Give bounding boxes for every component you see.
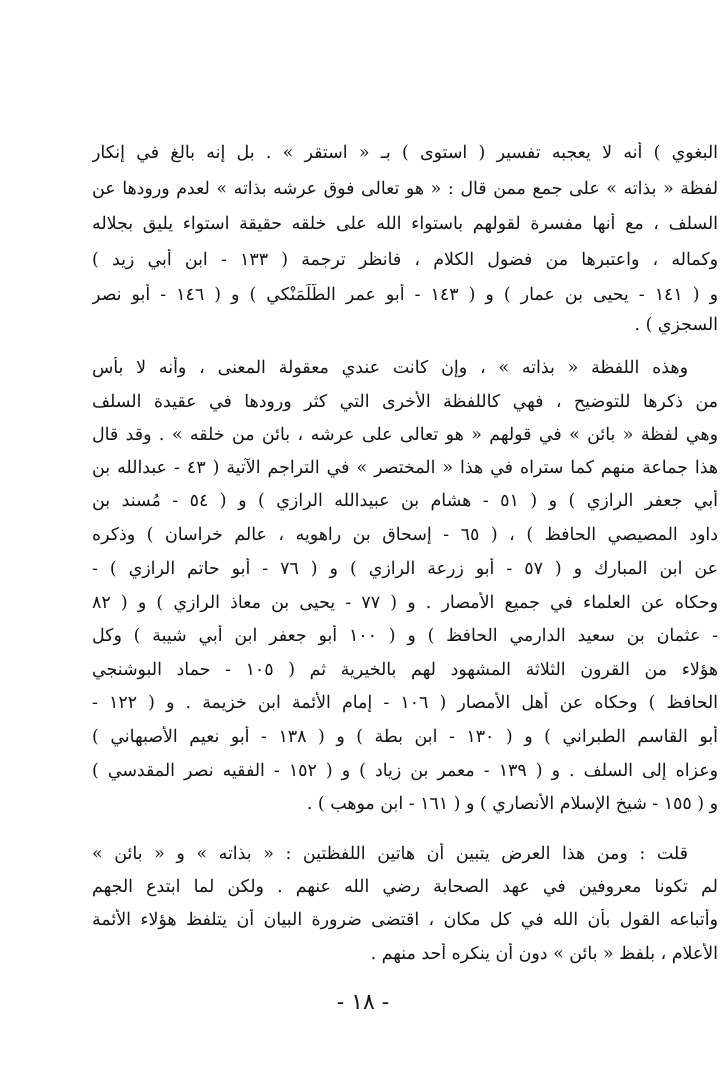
text-line: هؤلاء من القرون الثلاثة المشهود لهم بالخيرية ثم ( ١٠٥ - حماد البوشنجي [92, 660, 718, 680]
text-line: الحافظ ) وحكاه عن أهل الأمصار ( ١٠٦ - إمام الأئمة ابن خزيمة . و ( ١٢٢ - [92, 693, 718, 713]
text-line: داود المصيصي الحافظ ) ، ( ٦٥ - إسحاق بن راهويه ، عالم خراسان ) وذكره [92, 525, 718, 545]
text-line: و ( ١٥٥ - شيخ الإسلام الأنصاري ) و ( ١٦١ - ابن موهب ) . [306, 794, 718, 814]
text-line: لفظة « بذاته » على جمع ممن قال : « هو تعالى فوق عرشه بذاته » لعدم ورودها عن [92, 179, 718, 199]
text-line: لم تكونا معروفين في عهد الصحابة رضي الله عنهم . ولكن لما ابتدع الجهم [92, 877, 718, 897]
text-line: وأتباعه القول بأن الله في كل مكان ، اقتضى ضرورة البيان أن يتلفظ هؤلاء الأئمة [92, 910, 718, 930]
text-line: البغوي ) أنه لا يعجبه تفسير ( استوى ) بـ « استقر » . بل إنه بالغ في إنكار [92, 143, 718, 163]
text-line: وحكاه عن العلماء في جميع الأمصار . و ( ٧٧ - يحيى بن معاذ الرازي ) و ( ٨٢ [92, 593, 718, 613]
text-line: وعزاه إلى السلف . و ( ١٣٩ - معمر بن زياد ) و ( ١٥٢ - الفقيه نصر المقدسي ) [92, 761, 718, 781]
text-line: السجزي ) . [634, 315, 718, 335]
text-line: عن ابن المبارك و ( ٥٧ - أبو زرعة الرازي ) و ( ٧٦ - أبو حاتم الرازي ) - [92, 559, 718, 579]
text-line: أبو القاسم الطبراني ) و ( ١٣٠ - ابن بطة ) و ( ١٣٨ - أبو نعيم الأصبهاني ) [92, 727, 718, 747]
text-line: و ( ١٤١ - يحيى بن عمار ) و ( ١٤٣ - أبو عمر الطَّلَمَنْكي ) و ( ١٤٦ - أبو نصر [92, 285, 718, 305]
text-line: السلف ، مع أنها مفسرة لقولهم باستواء الله على خلقه حقيقة استواء يليق بجلاله [92, 214, 718, 234]
page-number: - ١٨ - [336, 990, 390, 1015]
text-line: هذا جماعة منهم كما ستراه في هذا « المختصر » في التراجم الآتية ( ٤٣ - عبدالله بن [92, 458, 718, 478]
text-line: من ذكرها للتوضيح ، فهي كاللفظة الأخرى التي كثر ورودها في عقيدة السلف [92, 392, 718, 412]
text-line: وهذه اللفظة « بذاته » ، وإن كانت عندي معقولة المعنى ، وأنه لا بأس [92, 358, 688, 378]
text-line: وكماله ، واعتبرها من فضول الكلام ، فانظر ترجمة ( ١٣٣ - ابن أبي زيد ) [92, 250, 718, 270]
text-line: الأعلام ، بلفظ « بائن » دون أن ينكره أحد منهم . [370, 944, 718, 964]
text-line: قلت : ومن هذا العرض يتبين أن هاتين اللفظتين : « بذاته » و « بائن » [92, 844, 688, 864]
text-line: أبي جعفر الرازي ) و ( ٥١ - هشام بن عبيدالله الرازي ) و ( ٥٤ - مُسند بن [92, 491, 718, 511]
text-line: - عثمان بن سعيد الدارمي الحافظ ) و ( ١٠٠ أبو جعفر ابن أبي شيبة ) وكل [92, 626, 718, 646]
text-line: وهي لفظة « بائن » في قولهم « هو تعالى على عرشه ، بائن من خلقه » . وقد قال [92, 425, 718, 445]
